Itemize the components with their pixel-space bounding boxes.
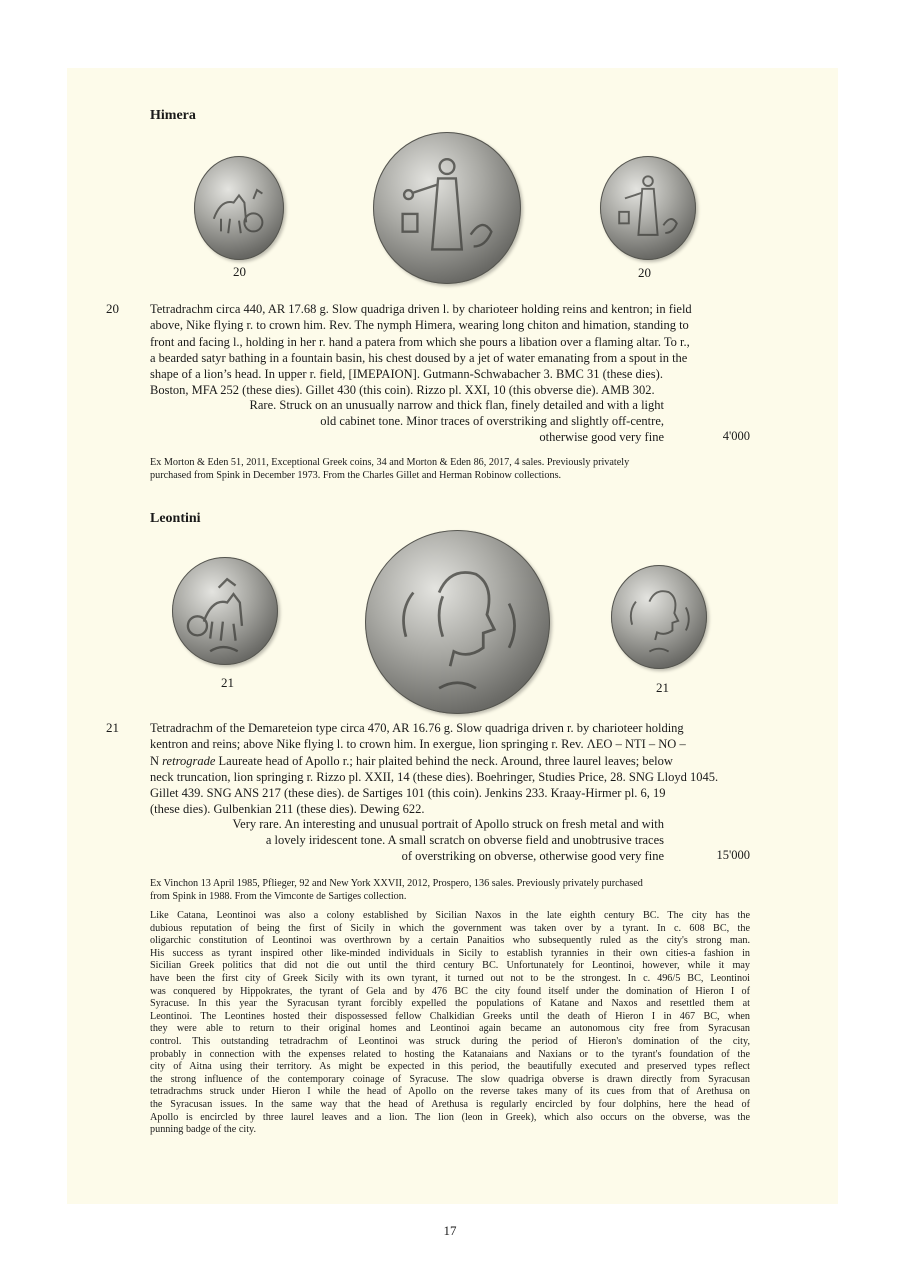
- description-line: shape of a lion’s head. In upper r. field, [IMEPAION]. Gutmann-Schwabacher 3. BMC 31 (these dies).: [150, 367, 663, 382]
- note-line: His success as tyrant inspired other like-minded individuals in Sicily to establish tyrannies in their own cities-a fashion in: [150, 947, 750, 959]
- lot-description: [150, 720, 750, 818]
- note-line: Sicilian Greek politics that did not die out until the third century BC. Unfortunately for Leontinoi, however, while it may: [150, 960, 750, 972]
- description-line: above, Nike flying r. to crown him. Rev. The nymph Himera, wearing long chiton and himation, standing to: [150, 318, 689, 333]
- description-line: Tetradrachm circa 440, AR 17.68 g. Slow quadriga driven l. by charioteer holding reins and kentron; in field: [150, 302, 692, 316]
- provenance: [150, 457, 750, 482]
- estimate-price: 15'000: [716, 848, 750, 862]
- quadriga-motif-icon: [172, 557, 278, 665]
- provenance-line: from Spink in 1988. From the Vimconte de Sartiges collection.: [150, 890, 407, 902]
- note-line: have been the first city of Greek Sicily with its own tyrant, it turned out not to be the strongest. In c. 496/5 BC, Leontinoi: [150, 972, 750, 984]
- coin-image-leontini-reverse-enlarged: [365, 530, 550, 714]
- coin-label: 21: [221, 675, 234, 690]
- condition-line: a lovely iridescent tone. A small scratch on obverse field and unobtrusive traces: [265, 833, 664, 847]
- condition-line: Rare. Struck on an unusually narrow and thick flan, finely detailed and with a light: [249, 398, 664, 412]
- description-line: Boston, MFA 252 (these dies). Gillet 430 (this coin). Rizzo pl. XXI, 10 (this obverse die). AMB 302.: [150, 383, 655, 398]
- coin-image-himera-reverse-enlarged: [373, 132, 521, 284]
- lot-number: 21: [106, 720, 119, 735]
- description-line: Gillet 439. SNG ANS 217 (these dies). de Sartiges 101 (this coin). Jenkins 233. Kraay-Hirmer pl. 6, 19: [150, 786, 666, 801]
- description-line: kentron and reins; above Nike flying l. to crown him. In exergue, lion springing r. Rev. ΛEO – NTI – NO –: [150, 737, 686, 752]
- historical-note: [150, 910, 750, 1137]
- coin-label: 21: [656, 680, 669, 695]
- coin-label: 20: [638, 265, 651, 280]
- lot-number: 20: [106, 301, 119, 316]
- condition-line: old cabinet tone. Minor traces of overstriking and slightly off-centre,: [320, 414, 664, 428]
- section-heading-leontini: Leontini: [150, 511, 201, 526]
- description-line: neck truncation, lion springing r. Rizzo pl. XXII, 14 (these dies). Boehringer, Studies Price, 28. SNG Lloyd 1045.: [150, 769, 719, 784]
- note-line: Like Catana, Leontinoi was also a colony established by Sicilian Naxos in the late eighth century BC. The city has the: [150, 910, 750, 921]
- note-line: Syracuse. In this year the Syracusan tyrant forcibly expelled the populations of Katane and Naxos and resettled them at: [150, 998, 750, 1010]
- description-line: a bearded satyr bathing in a fountain basin, his chest doused by a jet of water emanating from a spout in the: [150, 350, 688, 365]
- apollo-head-icon: [365, 530, 550, 714]
- coin-image-himera-reverse: [600, 156, 696, 260]
- estimate-price: 4'000: [722, 429, 750, 443]
- description-line: N retrograde Laureate head of Apollo r.; hair plaited behind the neck. Around, three laurel leaves; below: [150, 753, 673, 768]
- condition-line: of overstriking on obverse, otherwise good very fine: [401, 849, 664, 863]
- provenance-line: Ex Vinchon 13 April 1985, Pflieger, 92 and New York XXVII, 2012, Prospero, 136 sales. Previously privately purchased: [150, 878, 643, 889]
- lot-description: [150, 301, 750, 399]
- page-number: 17: [443, 1223, 457, 1238]
- note-line: oligarchic constitution of Leontinoi was overthrown by a certain Panaitios who subsequently ruled as the city's strong man.: [150, 935, 750, 947]
- provenance: [150, 878, 750, 903]
- note-line: Apollo is encircled by three laurel leaves and a lion. The lion (leon in Greek), which also occurs on the obverse, was the: [150, 1111, 750, 1123]
- nymph-motif-icon: [600, 156, 696, 260]
- apollo-head-icon: [611, 565, 707, 669]
- note-line: punning badge of the city.: [150, 1124, 256, 1136]
- note-line: was conquered by Hippokrates, the tyrant of Gela and by 476 BC the city found itself under the domination of Hieron I of: [150, 985, 750, 997]
- coin-label: 20: [233, 264, 246, 279]
- note-line: they were able to return to their original homes and Leontinoi again became an autonomous city free from Syracusan: [150, 1023, 750, 1035]
- condition-line: Very rare. An interesting and unusual portrait of Apollo struck on fresh metal and with: [232, 817, 664, 831]
- coin-image-leontini-reverse: [611, 565, 707, 669]
- nymph-motif-icon: [373, 132, 521, 284]
- note-line: Leontinoi. The Leontines hosted their dispossessed fellow Chalkidian Greeks until the death of Hieron I in 467 BC, when: [150, 1010, 750, 1022]
- note-line: the Syracusan issues. In the same way that the head of Arethusa is regularly encircled by four dolphins, here the head of: [150, 1098, 750, 1110]
- note-line: probably in connection with the expenses related to hosting the Katanaians and Naxians or to the tyrant's foundation of the: [150, 1048, 750, 1060]
- section-heading-himera: Himera: [150, 108, 196, 123]
- note-line: city of Aitna using their territory. As might be expected in this period, the beautifully executed and preserved types reflect: [150, 1061, 750, 1073]
- description-line: Tetradrachm of the Demareteion type circa 470, AR 16.76 g. Slow quadriga driven r. by charioteer holding: [150, 721, 684, 735]
- provenance-line: purchased from Spink in December 1973. From the Charles Gillet and Herman Robinow collections.: [150, 469, 562, 481]
- note-line: control. This outstanding tetradrachm of Leontinoi was struck during the period of Hieron's domination of the city,: [150, 1035, 750, 1047]
- provenance-line: Ex Morton & Eden 51, 2011, Exceptional Greek coins, 34 and Morton & Eden 86, 2017, 4 sales. Previously privately: [150, 457, 630, 468]
- coin-image-leontini-obverse: [172, 557, 278, 665]
- coin-image-himera-obverse: [194, 156, 284, 260]
- condition-line: otherwise good very fine: [539, 430, 664, 444]
- description-line: front and facing l., holding in her r. hand a patera from which she pours a libation over a flaming altar. To r.,: [150, 334, 690, 349]
- note-line: dubious reputation of being the first of Sicily in which the government was taken over by a tyrant. In c. 608 BC, the: [150, 922, 750, 934]
- note-line: the strong influence of the contemporary coinage of Syracuse. The slow quadriga obverse is drawn directly from Syracusan: [150, 1073, 750, 1085]
- quadriga-motif-icon: [194, 156, 284, 260]
- description-line: (these dies). Gulbenkian 211 (these dies). Dewing 622.: [150, 802, 425, 817]
- note-line: tetradrachms struck under Hieron I while the head of Apollo on the reverse takes many of its cues from that of Arethusa on: [150, 1086, 750, 1098]
